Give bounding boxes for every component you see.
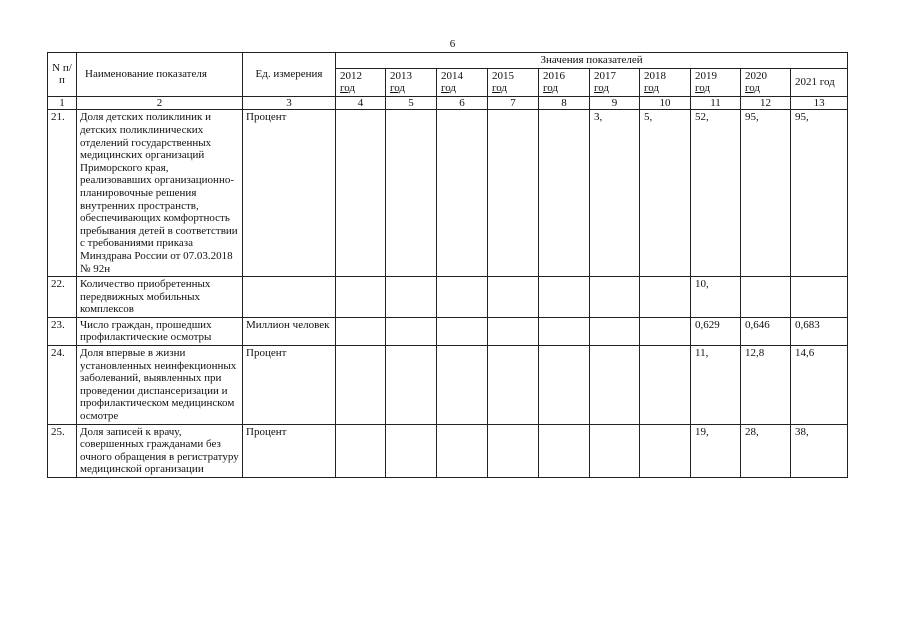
year-word: год (594, 82, 610, 95)
header-name: Наименование показателя (77, 53, 243, 97)
indicator-value (437, 317, 488, 345)
indicator-name: Количество приобретенных передвижных мобильных комплексов (77, 277, 243, 318)
row-number: 25. (48, 424, 77, 477)
indicators-table (47, 52, 848, 478)
indicator-value (488, 277, 539, 318)
indicator-value: 52, (691, 110, 741, 277)
indicator-value (386, 110, 437, 277)
row-number: 21. (48, 110, 77, 277)
year-word: год (340, 82, 356, 95)
indicator-value (386, 424, 437, 477)
year-header (386, 68, 437, 96)
indicator-value (640, 277, 691, 318)
year-value: 2016 (543, 69, 565, 82)
unit-of-measure: Процент (243, 346, 336, 425)
column-number: 9 (590, 96, 640, 110)
indicator-value (539, 346, 590, 425)
header-values-group: Значения показателей (336, 53, 848, 69)
indicator-value (437, 110, 488, 277)
indicator-value: 5, (640, 110, 691, 277)
indicator-value (590, 317, 640, 345)
year-value: 2014 (441, 69, 463, 82)
indicator-name: Доля записей к врачу, совершенных гражданами без очного обращения в регистратуру медицинской организации (77, 424, 243, 477)
year-word: год (390, 82, 406, 95)
indicator-value (640, 424, 691, 477)
indicator-value (437, 346, 488, 425)
year-word: год (644, 82, 660, 95)
unit-of-measure: Процент (243, 110, 336, 277)
column-number: 3 (243, 96, 336, 110)
indicator-value: 19, (691, 424, 741, 477)
indicator-value: 0,683 (791, 317, 848, 345)
indicator-value (488, 110, 539, 277)
indicator-value (386, 346, 437, 425)
year-header (691, 68, 741, 96)
year-header (741, 68, 791, 96)
column-number-row (48, 96, 848, 110)
indicator-value (640, 346, 691, 425)
year-header (488, 68, 539, 96)
year-header (791, 68, 848, 96)
table-row (48, 317, 848, 345)
indicator-value: 12,8 (741, 346, 791, 425)
column-number: 5 (386, 96, 437, 110)
indicator-value: 14,6 (791, 346, 848, 425)
year-value: 2015 (492, 69, 514, 82)
indicator-value: 28, (741, 424, 791, 477)
year-value: 2021 год (795, 75, 835, 88)
indicator-value (640, 317, 691, 345)
column-number: 4 (336, 96, 386, 110)
indicator-value (590, 424, 640, 477)
indicator-name: Доля детских поликлиник и детских поликлинических отделений государственных медицинских организаций Приморского края, реализовавших организационно-планировочные решения внутренних пространств, обеспечивающих комфортность пребывания детей в соответствии с требованиями приказа Минздрава России от 07.03.2018 № 92н (77, 110, 243, 277)
year-word: год (745, 82, 761, 95)
indicator-name: Доля впервые в жизни установленных неинфекционных заболеваний, выявленных при проведении диспансеризации и профилактическом медицинском осмотре (77, 346, 243, 425)
indicator-value: 0,646 (741, 317, 791, 345)
column-number: 6 (437, 96, 488, 110)
year-header (437, 68, 488, 96)
table-row (48, 424, 848, 477)
column-number: 11 (691, 96, 741, 110)
column-number: 10 (640, 96, 691, 110)
indicator-value (336, 424, 386, 477)
indicator-value (336, 317, 386, 345)
column-number: 13 (791, 96, 848, 110)
indicator-value (437, 424, 488, 477)
year-header (539, 68, 590, 96)
table-row (48, 346, 848, 425)
header-unit: Ед. измерения (243, 53, 336, 97)
indicator-value: 3, (590, 110, 640, 277)
indicator-value: 11, (691, 346, 741, 425)
unit-of-measure: Процент (243, 424, 336, 477)
year-header (336, 68, 386, 96)
year-word: год (543, 82, 559, 95)
indicator-value (539, 110, 590, 277)
column-number: 8 (539, 96, 590, 110)
table-row (48, 277, 848, 318)
indicator-value (590, 277, 640, 318)
column-number: 1 (48, 96, 77, 110)
year-header (640, 68, 691, 96)
column-number: 7 (488, 96, 539, 110)
indicator-value (386, 317, 437, 345)
indicator-value (336, 346, 386, 425)
unit-of-measure (243, 277, 336, 318)
year-value: 2017 (594, 69, 616, 82)
year-value: 2020 (745, 69, 767, 82)
indicator-value (488, 346, 539, 425)
indicator-value (488, 424, 539, 477)
unit-of-measure: Миллион человек (243, 317, 336, 345)
year-word: год (441, 82, 457, 95)
indicator-value (539, 317, 590, 345)
indicator-value (386, 277, 437, 318)
indicator-value (741, 277, 791, 318)
indicator-value (590, 346, 640, 425)
indicator-value (539, 424, 590, 477)
indicator-value (791, 277, 848, 318)
indicator-value (437, 277, 488, 318)
row-number: 23. (48, 317, 77, 345)
column-number: 12 (741, 96, 791, 110)
indicator-value: 0,629 (691, 317, 741, 345)
indicator-value (336, 277, 386, 318)
year-value: 2013 (390, 69, 412, 82)
row-number: 24. (48, 346, 77, 425)
page-number: 6 (449, 38, 456, 50)
indicator-value: 95, (791, 110, 848, 277)
indicator-value: 95, (741, 110, 791, 277)
table-row (48, 110, 848, 277)
year-value: 2018 (644, 69, 666, 82)
indicator-value (488, 317, 539, 345)
year-value: 2012 (340, 69, 362, 82)
year-value: 2019 (695, 69, 717, 82)
column-number: 2 (77, 96, 243, 110)
indicator-value: 10, (691, 277, 741, 318)
row-number: 22. (48, 277, 77, 318)
year-word: год (695, 82, 711, 95)
indicator-value (539, 277, 590, 318)
indicator-value (336, 110, 386, 277)
year-word: год (492, 82, 508, 95)
year-header (590, 68, 640, 96)
indicator-name: Число граждан, прошедших профилактические осмотры (77, 317, 243, 345)
header-row-1 (48, 53, 848, 69)
indicator-value: 38, (791, 424, 848, 477)
header-num: N п/п (48, 53, 77, 97)
